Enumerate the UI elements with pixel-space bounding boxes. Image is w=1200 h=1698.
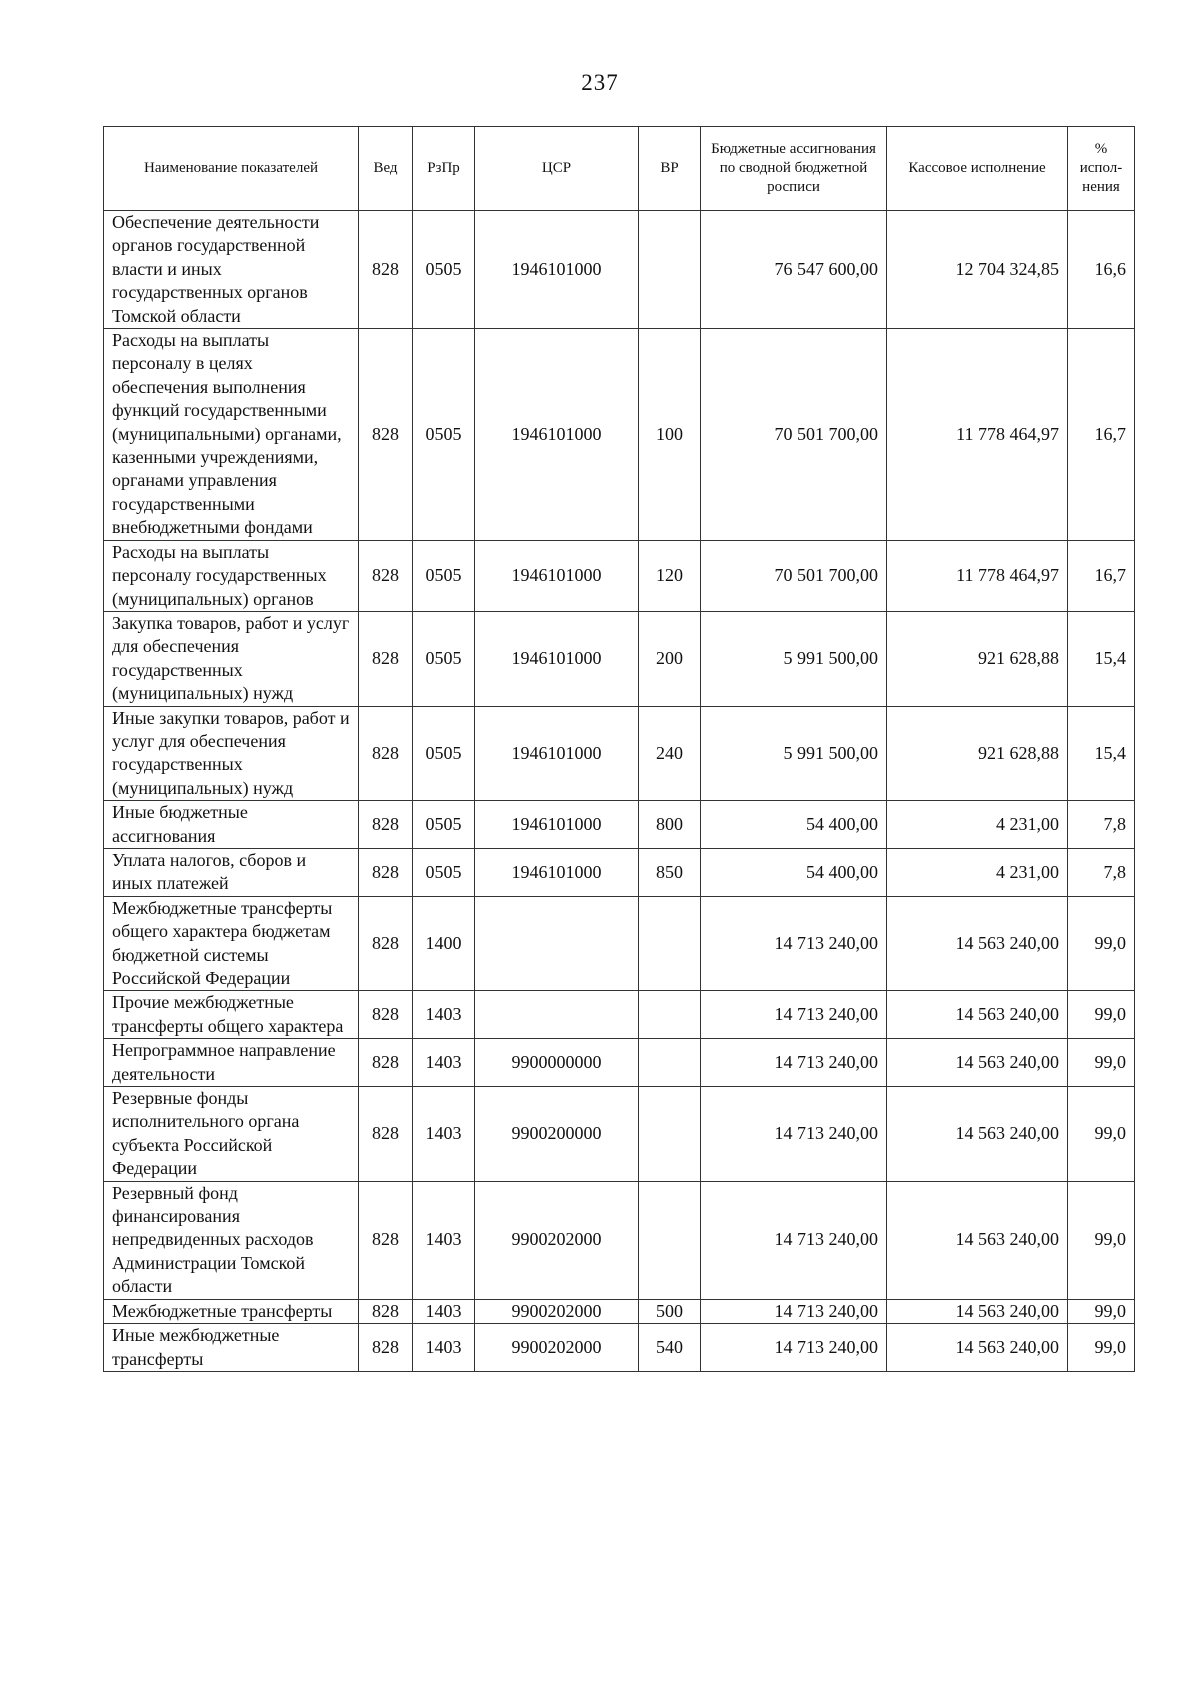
cell-budget: 14 713 240,00	[701, 1181, 887, 1299]
cell-name: Расходы на выплаты персоналу в целях обеспечения выполнения функций государственными (муниципальными) органами, казенными учреждениями, органами управления государственными внебюджетными фондами	[104, 329, 359, 541]
cell-cash: 14 563 240,00	[887, 1039, 1068, 1087]
cell-budget: 5 991 500,00	[701, 611, 887, 706]
cell-rzpr: 1403	[413, 1299, 475, 1323]
cell-csr: 1946101000	[475, 848, 639, 896]
budget-execution-table	[103, 126, 1135, 1372]
table-row	[104, 329, 1135, 541]
cell-csr: 9900000000	[475, 1039, 639, 1087]
table-row	[104, 1299, 1135, 1323]
cell-budget: 14 713 240,00	[701, 896, 887, 991]
cell-vr	[639, 1039, 701, 1087]
cell-vr: 240	[639, 706, 701, 801]
cell-cash: 14 563 240,00	[887, 1324, 1068, 1372]
cell-ved: 828	[359, 896, 413, 991]
cell-percent: 15,4	[1068, 611, 1135, 706]
cell-rzpr: 0505	[413, 329, 475, 541]
cell-vr: 200	[639, 611, 701, 706]
header-name: Наименование показателей	[104, 127, 359, 211]
cell-percent: 16,7	[1068, 540, 1135, 611]
cell-vr	[639, 1087, 701, 1182]
cell-budget: 14 713 240,00	[701, 1299, 887, 1323]
header-ved: Вед	[359, 127, 413, 211]
cell-ved: 828	[359, 329, 413, 541]
cell-csr: 1946101000	[475, 211, 639, 329]
cell-csr: 1946101000	[475, 801, 639, 849]
cell-cash: 14 563 240,00	[887, 1087, 1068, 1182]
cell-name: Обеспечение деятельности органов государственной власти и иных государственных органов Томской области	[104, 211, 359, 329]
table-row	[104, 991, 1135, 1039]
cell-csr: 1946101000	[475, 540, 639, 611]
cell-vr	[639, 211, 701, 329]
cell-budget: 70 501 700,00	[701, 329, 887, 541]
cell-name: Межбюджетные трансферты общего характера бюджетам бюджетной системы Российской Федерации	[104, 896, 359, 991]
cell-budget: 14 713 240,00	[701, 1324, 887, 1372]
cell-percent: 7,8	[1068, 848, 1135, 896]
table-row	[104, 1324, 1135, 1372]
cell-csr: 9900202000	[475, 1324, 639, 1372]
cell-percent: 15,4	[1068, 706, 1135, 801]
cell-budget: 70 501 700,00	[701, 540, 887, 611]
table-row	[104, 848, 1135, 896]
cell-percent: 99,0	[1068, 1299, 1135, 1323]
cell-percent: 99,0	[1068, 1039, 1135, 1087]
cell-vr: 120	[639, 540, 701, 611]
cell-percent: 16,6	[1068, 211, 1135, 329]
cell-name: Прочие межбюджетные трансферты общего характера	[104, 991, 359, 1039]
cell-name: Непрограммное направление деятельности	[104, 1039, 359, 1087]
table-row	[104, 801, 1135, 849]
cell-csr: 9900202000	[475, 1181, 639, 1299]
cell-name: Уплата налогов, сборов и иных платежей	[104, 848, 359, 896]
page-number: 237	[581, 70, 619, 95]
cell-cash: 14 563 240,00	[887, 896, 1068, 991]
header-percent-line1: %	[1094, 141, 1108, 157]
cell-csr: 1946101000	[475, 706, 639, 801]
table-row	[104, 611, 1135, 706]
cell-name: Резервный фонд финансирования непредвиденных расходов Администрации Томской области	[104, 1181, 359, 1299]
cell-vr	[639, 1181, 701, 1299]
header-rzpr: РзПр	[413, 127, 475, 211]
cell-csr	[475, 896, 639, 991]
cell-percent: 99,0	[1068, 991, 1135, 1039]
cell-rzpr: 1403	[413, 1181, 475, 1299]
cell-rzpr: 0505	[413, 211, 475, 329]
table-row	[104, 1087, 1135, 1182]
cell-csr	[475, 991, 639, 1039]
cell-ved: 828	[359, 211, 413, 329]
cell-cash: 11 778 464,97	[887, 540, 1068, 611]
cell-name: Закупка товаров, работ и услуг для обеспечения государственных (муниципальных) нужд	[104, 611, 359, 706]
cell-rzpr: 0505	[413, 706, 475, 801]
cell-ved: 828	[359, 848, 413, 896]
cell-rzpr: 0505	[413, 540, 475, 611]
table-row	[104, 896, 1135, 991]
cell-percent: 7,8	[1068, 801, 1135, 849]
table-row	[104, 706, 1135, 801]
cell-rzpr: 1400	[413, 896, 475, 991]
cell-cash: 14 563 240,00	[887, 991, 1068, 1039]
cell-budget: 54 400,00	[701, 848, 887, 896]
cell-csr: 9900200000	[475, 1087, 639, 1182]
header-percent-line2: испол-	[1079, 160, 1123, 176]
cell-rzpr: 1403	[413, 1039, 475, 1087]
cell-vr: 850	[639, 848, 701, 896]
cell-ved: 828	[359, 991, 413, 1039]
cell-cash: 4 231,00	[887, 848, 1068, 896]
cell-vr: 800	[639, 801, 701, 849]
cell-name: Иные межбюджетные трансферты	[104, 1324, 359, 1372]
cell-name: Иные закупки товаров, работ и услуг для обеспечения государственных (муниципальных) нужд	[104, 706, 359, 801]
cell-percent: 99,0	[1068, 1087, 1135, 1182]
cell-rzpr: 1403	[413, 1324, 475, 1372]
cell-budget: 5 991 500,00	[701, 706, 887, 801]
table-row	[104, 1039, 1135, 1087]
cell-rzpr: 0505	[413, 848, 475, 896]
cell-name: Расходы на выплаты персоналу государственных (муниципальных) органов	[104, 540, 359, 611]
cell-cash: 11 778 464,97	[887, 329, 1068, 541]
table-row	[104, 211, 1135, 329]
cell-name: Межбюджетные трансферты	[104, 1299, 359, 1323]
cell-vr: 100	[639, 329, 701, 541]
table-row	[104, 1181, 1135, 1299]
header-budget: Бюджетные ассигнования по сводной бюджетной росписи	[701, 127, 887, 211]
header-vr: ВР	[639, 127, 701, 211]
cell-budget: 76 547 600,00	[701, 211, 887, 329]
table-row	[104, 540, 1135, 611]
cell-name: Резервные фонды исполнительного органа субъекта Российской Федерации	[104, 1087, 359, 1182]
cell-csr: 1946101000	[475, 611, 639, 706]
cell-ved: 828	[359, 801, 413, 849]
header-percent	[1068, 127, 1135, 211]
cell-percent: 99,0	[1068, 1324, 1135, 1372]
cell-cash: 921 628,88	[887, 706, 1068, 801]
cell-ved: 828	[359, 1181, 413, 1299]
cell-vr	[639, 896, 701, 991]
cell-cash: 12 704 324,85	[887, 211, 1068, 329]
cell-rzpr: 0505	[413, 611, 475, 706]
cell-cash: 14 563 240,00	[887, 1181, 1068, 1299]
table-body	[104, 211, 1135, 1372]
cell-rzpr: 1403	[413, 991, 475, 1039]
cell-percent: 16,7	[1068, 329, 1135, 541]
table-header-row	[104, 127, 1135, 211]
cell-csr: 9900202000	[475, 1299, 639, 1323]
cell-budget: 14 713 240,00	[701, 991, 887, 1039]
cell-ved: 828	[359, 540, 413, 611]
cell-csr: 1946101000	[475, 329, 639, 541]
cell-ved: 828	[359, 1087, 413, 1182]
cell-cash: 921 628,88	[887, 611, 1068, 706]
cell-cash: 4 231,00	[887, 801, 1068, 849]
header-percent-line3: нения	[1082, 179, 1120, 195]
cell-budget: 54 400,00	[701, 801, 887, 849]
cell-rzpr: 1403	[413, 1087, 475, 1182]
cell-vr: 540	[639, 1324, 701, 1372]
cell-ved: 828	[359, 706, 413, 801]
cell-budget: 14 713 240,00	[701, 1087, 887, 1182]
cell-vr	[639, 991, 701, 1039]
header-csr: ЦСР	[475, 127, 639, 211]
cell-budget: 14 713 240,00	[701, 1039, 887, 1087]
cell-rzpr: 0505	[413, 801, 475, 849]
cell-percent: 99,0	[1068, 1181, 1135, 1299]
cell-cash: 14 563 240,00	[887, 1299, 1068, 1323]
cell-vr: 500	[639, 1299, 701, 1323]
header-cash: Кассовое исполнение	[887, 127, 1068, 211]
cell-ved: 828	[359, 611, 413, 706]
cell-name: Иные бюджетные ассигнования	[104, 801, 359, 849]
cell-ved: 828	[359, 1324, 413, 1372]
cell-ved: 828	[359, 1039, 413, 1087]
cell-ved: 828	[359, 1299, 413, 1323]
cell-percent: 99,0	[1068, 896, 1135, 991]
